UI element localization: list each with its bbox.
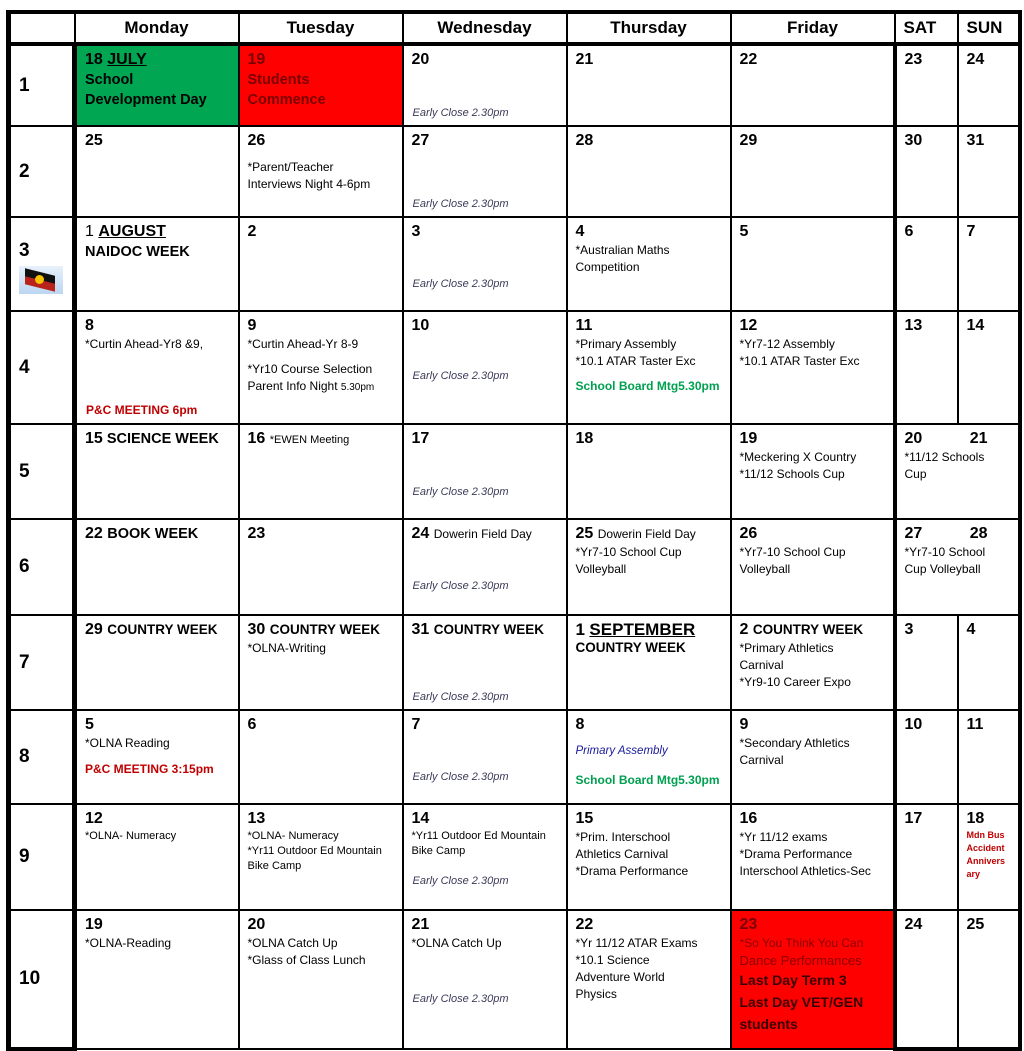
week-row-1 — [9, 44, 1020, 126]
day-number: 3 — [904, 621, 914, 638]
day-number: 24 — [904, 916, 923, 933]
day-number: 22 — [85, 525, 103, 542]
event-label: BOOK WEEK — [107, 526, 199, 542]
day-number: 20 — [904, 430, 923, 447]
day-number: 2 — [739, 621, 749, 638]
week-number: 2 — [9, 126, 75, 217]
day-number: 30 — [904, 132, 923, 149]
day-cell-aug-13[interactable] — [895, 311, 958, 424]
day-cell-sep-13[interactable] — [239, 804, 403, 910]
early-close-note: Early Close 2.30pm — [412, 486, 509, 498]
event-text: Bike Camp — [247, 860, 302, 872]
event-text: *Yr11 Outdoor Ed Mountain — [247, 845, 382, 857]
week-number: 9 — [9, 804, 75, 910]
week-column-header — [9, 12, 75, 44]
day-cell-sep-18[interactable] — [958, 804, 1020, 910]
event-text: Bike Camp — [411, 845, 466, 857]
day-number: 19 — [247, 51, 266, 68]
day-number: 10 — [904, 716, 923, 733]
day-number: 23 — [904, 51, 923, 68]
event-text: Athletics Carnival — [575, 847, 669, 861]
day-number: 26 — [247, 132, 266, 149]
day-cell-sep-1[interactable] — [567, 615, 731, 710]
day-number: 13 — [247, 810, 266, 827]
early-close-note: Early Close 2.30pm — [412, 107, 509, 119]
day-cell-aug-17[interactable] — [403, 424, 567, 519]
day-cell-aug-19[interactable] — [731, 424, 895, 519]
event-text: *Yr9-10 Career Expo — [739, 675, 851, 689]
header-row — [9, 12, 1020, 44]
day-cell-sep-14[interactable] — [403, 804, 567, 910]
event-text: *Yr11 Outdoor Ed Mountain — [411, 830, 546, 842]
event-text: Dance Performances — [739, 953, 862, 968]
day-cell-aug-29[interactable] — [75, 615, 239, 710]
event-text: *So You Think You Can — [739, 936, 864, 950]
day-number: 30 — [247, 621, 266, 638]
event-text: *Prim. Interschool — [575, 830, 671, 844]
day-cell-sep-15[interactable] — [567, 804, 731, 910]
term-calendar — [6, 10, 1017, 1045]
event-text: Cup Volleyball — [904, 562, 981, 576]
event-text: *Drama Performance — [575, 864, 689, 878]
event-label: COUNTRY WEEK — [575, 640, 686, 655]
day-number: 29 — [85, 621, 103, 638]
day-header-thursday: Thursday — [567, 12, 731, 44]
day-cell-aug-4[interactable] — [567, 217, 731, 311]
day-number: 28 — [575, 132, 594, 149]
day-number: 15 — [575, 810, 594, 827]
day-number: 8 — [575, 716, 585, 733]
event-text: *Drama Performance — [739, 847, 853, 861]
event-label: Commence — [247, 92, 326, 108]
day-cell-aug-16[interactable] — [239, 424, 403, 519]
day-cell-aug-20-21[interactable] — [895, 424, 1020, 519]
early-close-note: Early Close 2.30pm — [412, 993, 509, 1005]
event-text: Volleyball — [739, 562, 791, 576]
event-text: Dowerin Field Day — [597, 527, 696, 541]
day-number: 29 — [739, 132, 758, 149]
day-number: 25 — [575, 525, 594, 542]
event-text: *Yr7-12 Assembly — [739, 337, 835, 351]
week-number: 7 — [9, 615, 75, 710]
event-label: COUNTRY WEEK — [269, 622, 381, 637]
day-number: 9 — [739, 716, 749, 733]
event-text: *OLNA Catch Up — [247, 936, 338, 950]
event-label: SCIENCE WEEK — [102, 431, 219, 447]
event-label: COUNTRY WEEK — [107, 622, 218, 637]
day-cell-sep-8[interactable] — [567, 710, 731, 804]
event-text: *Yr7-10 School — [904, 545, 986, 559]
day-cell-aug-25[interactable] — [567, 519, 731, 615]
day-cell-sep-11[interactable] — [958, 710, 1020, 804]
day-cell-jul-23[interactable] — [895, 44, 958, 126]
event-text: *OLNA- Numeracy — [247, 830, 339, 842]
day-number: 7 — [411, 716, 421, 733]
day-cell-aug-14[interactable] — [958, 311, 1020, 424]
day-number: 27 — [411, 132, 430, 149]
day-cell-sep-21[interactable] — [403, 910, 567, 1049]
day-cell-jul-26[interactable] — [239, 126, 403, 217]
day-cell-jul-21[interactable] — [567, 44, 731, 126]
event-text: Interviews Night 4-6pm — [247, 177, 371, 191]
day-header-wednesday: Wednesday — [403, 12, 567, 44]
event-text: Cup — [904, 467, 927, 481]
day-cell-jul-31[interactable] — [958, 126, 1020, 217]
event-text: *OLNA-Writing — [247, 641, 326, 655]
day-cell-aug-22[interactable] — [75, 519, 239, 615]
day-number: 4 — [575, 223, 585, 240]
event-text: *Secondary Athletics — [739, 736, 850, 750]
day-number: 9 — [247, 317, 257, 334]
day-cell-aug-8[interactable] — [75, 311, 239, 424]
day-number: 1 — [85, 223, 94, 240]
day-cell-jul-27[interactable] — [403, 126, 567, 217]
day-cell-aug-12[interactable] — [731, 311, 895, 424]
day-number: 23 — [739, 916, 758, 933]
day-number: 16 — [247, 430, 266, 447]
early-close-note: Early Close 2.30pm — [412, 198, 509, 210]
day-number: 20 — [411, 51, 430, 68]
day-number: 31 — [966, 132, 985, 149]
day-cell-sep-10[interactable] — [895, 710, 958, 804]
pc-meeting-note: P&C MEETING 6pm — [86, 403, 198, 417]
week-number: 10 — [9, 910, 75, 1049]
day-number: 25 — [85, 132, 103, 149]
week-number-cell — [9, 217, 75, 311]
day-header-tuesday: Tuesday — [239, 12, 403, 44]
day-number: 8 — [85, 317, 94, 334]
day-number: 16 — [739, 810, 758, 827]
day-cell-aug-2[interactable] — [239, 217, 403, 311]
event-text: *Yr 11/12 ATAR Exams — [575, 936, 698, 950]
day-cell-jul-29[interactable] — [731, 126, 895, 217]
day-cell-sep-23[interactable] — [731, 910, 895, 1049]
day-number: 6 — [904, 223, 914, 240]
day-number: 4 — [966, 621, 976, 638]
week-number: 8 — [9, 710, 75, 804]
day-cell-sep-9[interactable] — [731, 710, 895, 804]
calendar-grid — [6, 10, 1022, 1051]
day-cell-sep-25[interactable] — [958, 910, 1020, 1049]
event-text: *Curtin Ahead-Yr8 &9, — [85, 337, 204, 351]
day-cell-sep-2[interactable] — [731, 615, 895, 710]
day-number: 26 — [739, 525, 758, 542]
early-close-note: Early Close 2.30pm — [412, 370, 509, 382]
day-cell-aug-7[interactable] — [958, 217, 1020, 311]
week-number: 1 — [9, 44, 75, 126]
event-text: *Yr10 Course Selection — [247, 362, 373, 376]
day-number: 10 — [411, 317, 430, 334]
day-cell-aug-30[interactable] — [239, 615, 403, 710]
event-text: *Glass of Class Lunch — [247, 953, 366, 967]
day-cell-aug-23[interactable] — [239, 519, 403, 615]
month-label: AUGUST — [98, 223, 166, 240]
day-number: 22 — [739, 51, 758, 68]
early-close-note: Early Close 2.30pm — [412, 580, 509, 592]
week-row-8 — [9, 710, 1020, 804]
day-cell-sep-5[interactable] — [75, 710, 239, 804]
day-cell-jul-19[interactable] — [239, 44, 403, 126]
event-text: *10.1 Science — [575, 953, 650, 967]
event-label: COUNTRY WEEK — [752, 622, 864, 637]
day-cell-sep-16[interactable] — [731, 804, 895, 910]
early-close-note: Early Close 2.30pm — [412, 691, 509, 703]
day-number: 3 — [411, 223, 421, 240]
day-cell-aug-24[interactable] — [403, 519, 567, 615]
day-cell-jul-24[interactable] — [958, 44, 1020, 126]
day-header-sun: SUN — [958, 12, 1020, 44]
event-text: *Yr 11/12 exams — [739, 830, 828, 844]
day-number: 13 — [904, 317, 923, 334]
last-day-label: Last Day VET/GEN — [739, 994, 864, 1010]
day-cell-jul-25[interactable] — [75, 126, 239, 217]
day-cell-sep-7[interactable] — [403, 710, 567, 804]
event-text: *OLNA Reading — [85, 736, 170, 750]
day-number: 24 — [411, 525, 430, 542]
month-label: JULY — [107, 51, 147, 68]
day-cell-aug-27-28[interactable] — [895, 519, 1020, 615]
last-day-label: students — [739, 1016, 798, 1032]
day-number: 14 — [411, 810, 430, 827]
day-cell-sep-4[interactable] — [958, 615, 1020, 710]
event-text: *Primary Assembly — [575, 337, 677, 351]
day-number: 2 — [247, 223, 257, 240]
day-number: 18 — [575, 430, 594, 447]
primary-assembly-note: Primary Assembly — [575, 745, 668, 757]
day-number: 11 — [966, 716, 984, 733]
event-text: Competition — [575, 260, 640, 274]
day-cell-aug-1[interactable] — [75, 217, 239, 311]
event-label: NAIDOC WEEK — [85, 244, 190, 260]
day-number: 11 — [575, 317, 593, 334]
day-cell-aug-9[interactable] — [239, 311, 403, 424]
week-row-5 — [9, 424, 1020, 519]
day-header-monday: Monday — [75, 12, 239, 44]
week-number: 6 — [9, 519, 75, 615]
event-text: Carnival — [739, 753, 784, 767]
day-number: 25 — [966, 916, 985, 933]
day-cell-aug-5[interactable] — [731, 217, 895, 311]
day-number: 5 — [85, 716, 94, 733]
event-text: Dowerin Field Day — [433, 527, 532, 541]
day-number: 18 — [85, 51, 103, 68]
day-cell-sep-6[interactable] — [239, 710, 403, 804]
event-text: *Parent/Teacher — [247, 160, 334, 174]
last-day-label: Last Day Term 3 — [739, 972, 847, 988]
week-row-2 — [9, 126, 1020, 217]
day-number: 23 — [247, 525, 266, 542]
event-label: Development Day — [85, 92, 207, 108]
event-text: *10.1 ATAR Taster Exc — [575, 354, 696, 368]
day-number: 19 — [85, 916, 103, 933]
day-number: 22 — [575, 916, 594, 933]
day-number: 21 — [969, 430, 988, 447]
day-number: 17 — [411, 430, 430, 447]
day-cell-aug-6[interactable] — [895, 217, 958, 311]
event-text: *Meckering X Country — [739, 450, 857, 464]
day-number: 21 — [575, 51, 594, 68]
day-cell-jul-22[interactable] — [731, 44, 895, 126]
event-text: Carnival — [739, 658, 784, 672]
week-number: 4 — [9, 311, 75, 424]
event-text: *OLNA-Reading — [85, 936, 172, 950]
day-header-friday: Friday — [731, 12, 895, 44]
event-text: Interschool Athletics-Sec — [739, 864, 871, 878]
day-cell-aug-18[interactable] — [567, 424, 731, 519]
day-number: 28 — [969, 525, 988, 542]
school-board-note: School Board Mtg5.30pm — [575, 379, 720, 393]
week-row-4 — [9, 311, 1020, 424]
week-row-9 — [9, 804, 1020, 910]
day-cell-sep-3[interactable] — [895, 615, 958, 710]
day-number: 21 — [411, 916, 430, 933]
day-cell-jul-18[interactable] — [75, 44, 239, 126]
day-number: 5 — [739, 223, 749, 240]
event-text: *Primary Athletics — [739, 641, 834, 655]
day-cell-jul-20[interactable] — [403, 44, 567, 126]
day-cell-aug-31[interactable] — [403, 615, 567, 710]
day-header-sat: SAT — [895, 12, 958, 44]
day-cell-aug-10[interactable] — [403, 311, 567, 424]
day-cell-aug-3[interactable] — [403, 217, 567, 311]
anniversary-note: Mdn Bus — [966, 830, 1005, 840]
event-text: *OLNA- Numeracy — [85, 830, 177, 842]
event-text: Volleyball — [575, 562, 627, 576]
week-number: 3 — [19, 240, 30, 261]
week-row-3 — [9, 217, 1020, 311]
event-text: *11/12 Schools — [904, 450, 985, 464]
event-label: School — [85, 72, 134, 88]
event-text: *Australian Maths — [575, 243, 670, 257]
anniversary-note: ary — [966, 869, 981, 879]
day-number: 7 — [966, 223, 976, 240]
day-cell-aug-26[interactable] — [731, 519, 895, 615]
day-cell-sep-20[interactable] — [239, 910, 403, 1049]
event-label: COUNTRY WEEK — [433, 622, 545, 637]
anniversary-note: Accident — [966, 843, 1005, 853]
week-number: 5 — [9, 424, 75, 519]
day-number: 18 — [966, 810, 985, 827]
day-number: 19 — [739, 430, 758, 447]
day-cell-jul-30[interactable] — [895, 126, 958, 217]
day-number: 6 — [247, 716, 257, 733]
day-number: 20 — [247, 916, 266, 933]
week-row-6 — [9, 519, 1020, 615]
day-number: 12 — [85, 810, 103, 827]
day-cell-sep-22[interactable] — [567, 910, 731, 1049]
day-number: 24 — [966, 51, 985, 68]
week-row-7 — [9, 615, 1020, 710]
day-number: 31 — [411, 621, 430, 638]
early-close-note: Early Close 2.30pm — [412, 278, 509, 290]
day-number: 14 — [966, 317, 985, 334]
event-text: *10.1 ATAR Taster Exc — [739, 354, 860, 368]
event-text: *Curtin Ahead-Yr 8-9 — [247, 337, 359, 351]
day-cell-sep-17[interactable] — [895, 804, 958, 910]
event-text: *OLNA Catch Up — [411, 936, 502, 950]
day-number: 17 — [904, 810, 923, 827]
day-number: 12 — [739, 317, 758, 334]
event-text: Adventure World — [575, 970, 665, 984]
pc-meeting-note: P&C MEETING 3:15pm — [85, 762, 214, 776]
day-cell-aug-15[interactable] — [75, 424, 239, 519]
school-board-note: School Board Mtg5.30pm — [575, 773, 720, 787]
aboriginal-flag-icon — [19, 266, 63, 294]
event-text: Physics — [575, 987, 617, 1001]
event-text-line: Parent Info Night 5.30pm — [247, 379, 375, 393]
day-cell-sep-19[interactable] — [75, 910, 239, 1049]
month-label: SEPTEMBER — [589, 620, 696, 639]
anniversary-note: Annivers — [966, 856, 1006, 866]
day-cell-aug-11[interactable] — [567, 311, 731, 424]
day-number: 27 — [904, 525, 923, 542]
event-text: *11/12 Schools Cup — [739, 467, 845, 481]
day-number: 15 — [85, 430, 103, 447]
event-text: *EWEN Meeting — [269, 434, 350, 446]
day-number: 1 — [575, 620, 585, 639]
event-label: Students — [247, 72, 310, 88]
week-row-10 — [9, 910, 1020, 1049]
early-close-note: Early Close 2.30pm — [412, 771, 509, 783]
event-text: *Yr7-10 School Cup — [575, 545, 682, 559]
early-close-note: Early Close 2.30pm — [412, 875, 509, 887]
day-cell-sep-12[interactable] — [75, 804, 239, 910]
day-cell-sep-24[interactable] — [895, 910, 958, 1049]
day-cell-jul-28[interactable] — [567, 126, 731, 217]
event-text: *Yr7-10 School Cup — [739, 545, 846, 559]
